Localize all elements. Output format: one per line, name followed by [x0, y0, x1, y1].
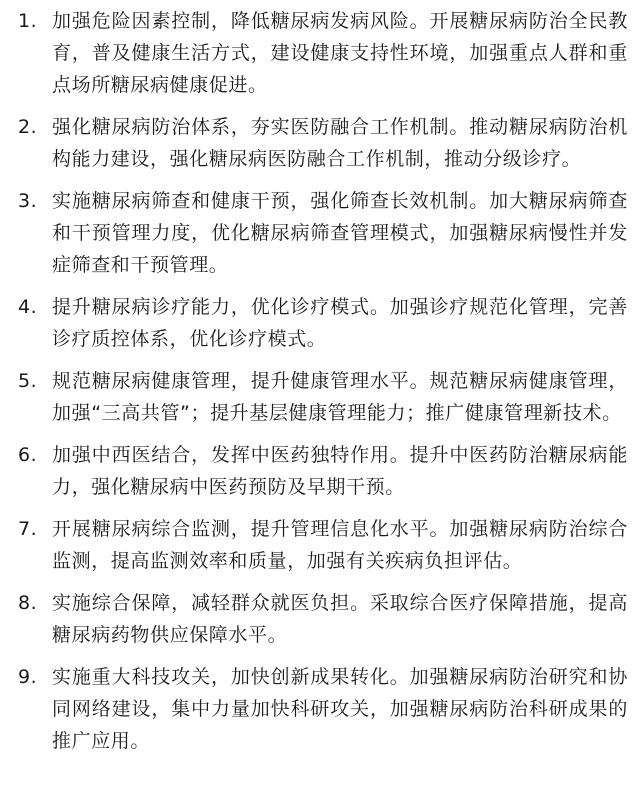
item-text: 实施糖尿病筛查和健康干预，强化筛查长效机制。加大糖尿病筛查和干预管理力度，优化糖尿病筛查管理模式，加强糖尿病慢性并发症筛查和干预管理。 [52, 190, 628, 276]
list-item [18, 111, 628, 175]
item-number: 2. [18, 116, 38, 138]
item-number: 1. [18, 10, 38, 32]
list-item [18, 365, 628, 429]
item-number: 4. [18, 296, 38, 318]
list-item [18, 513, 628, 577]
item-text: 提升糖尿病诊疗能力，优化诊疗模式。加强诊疗规范化管理，完善诊疗质控体系，优化诊疗模式。 [52, 296, 628, 350]
item-text: 实施重大科技攻关，加快创新成果转化。加强糖尿病防治研究和协同网络建设，集中力量加快科研攻关，加强糖尿病防治科研成果的推广应用。 [52, 666, 628, 752]
measures-list [18, 5, 628, 757]
item-text: 加强危险因素控制，降低糖尿病发病风险。开展糖尿病防治全民教育，普及健康生活方式，建设健康支持性环境，加强重点人群和重点场所糖尿病健康促进。 [52, 10, 628, 96]
list-item [18, 661, 628, 757]
item-number: 9. [18, 666, 38, 688]
item-number: 7. [18, 518, 38, 540]
list-item [18, 439, 628, 503]
item-text: 强化糖尿病防治体系，夯实医防融合工作机制。推动糖尿病防治机构能力建设，强化糖尿病医防融合工作机制，推动分级诊疗。 [52, 116, 628, 170]
list-item [18, 185, 628, 281]
item-text: 开展糖尿病综合监测，提升管理信息化水平。加强糖尿病防治综合监测，提高监测效率和质量，加强有关疾病负担评估。 [52, 518, 628, 572]
item-text: 规范糖尿病健康管理，提升健康管理水平。规范糖尿病健康管理，加强“三高共管”；提升基层健康管理能力；推广健康管理新技术。 [52, 370, 628, 424]
item-text: 实施综合保障，减轻群众就医负担。采取综合医疗保障措施，提高糖尿病药物供应保障水平。 [52, 592, 628, 646]
item-number: 3. [18, 190, 38, 212]
item-number: 6. [18, 444, 38, 466]
list-item [18, 5, 628, 101]
item-number: 5. [18, 370, 38, 392]
item-text: 加强中西医结合，发挥中医药独特作用。提升中医药防治糖尿病能力，强化糖尿病中医药预防及早期干预。 [52, 444, 628, 498]
list-item [18, 587, 628, 651]
list-item [18, 291, 628, 355]
item-number: 8. [18, 592, 38, 614]
